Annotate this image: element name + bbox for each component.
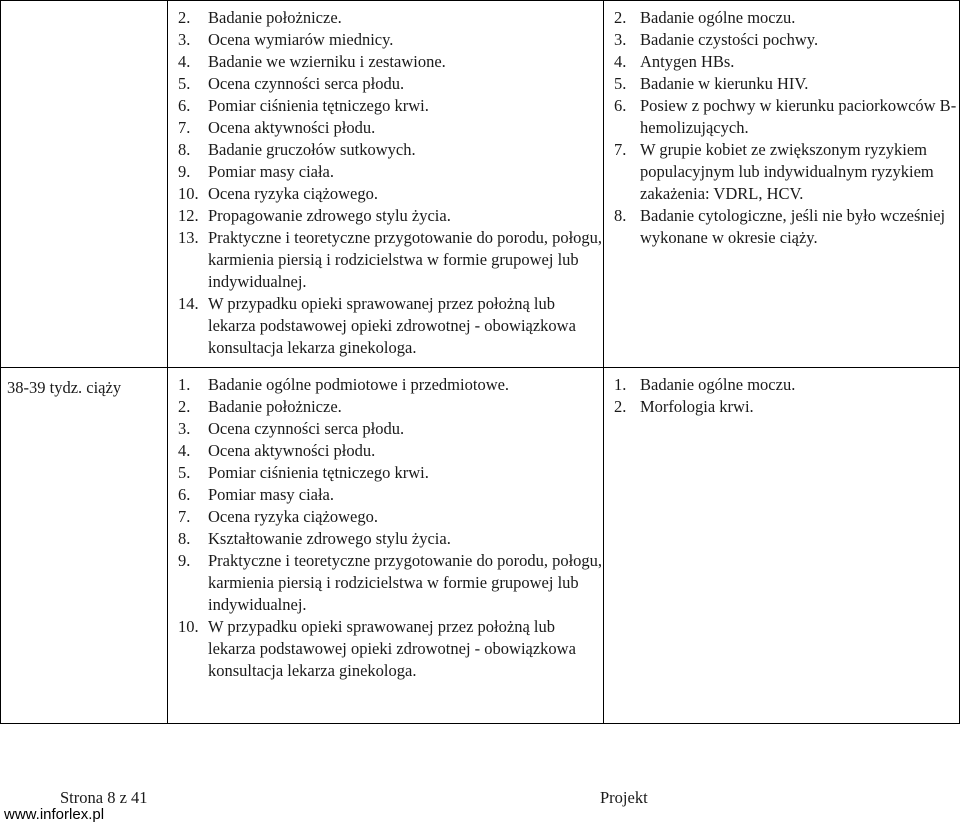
item-text: Pomiar ciśnienia tętniczego krwi. bbox=[208, 463, 429, 482]
list-item bbox=[168, 117, 603, 139]
item-text: Ocena aktywności płodu. bbox=[208, 118, 376, 137]
list-item bbox=[168, 418, 603, 440]
tests-list bbox=[604, 368, 959, 418]
list-item bbox=[168, 51, 603, 73]
item-text: Badanie położnicze. bbox=[208, 8, 342, 27]
list-item bbox=[168, 616, 603, 682]
list-item bbox=[168, 528, 603, 550]
list-item bbox=[168, 73, 603, 95]
list-item bbox=[168, 161, 603, 183]
list-item bbox=[168, 506, 603, 528]
examinations-cell bbox=[168, 1, 604, 368]
item-number: 2. bbox=[178, 8, 191, 27]
item-number: 8. bbox=[614, 206, 627, 225]
item-number: 9. bbox=[178, 551, 191, 570]
item-number: 10. bbox=[178, 184, 199, 203]
list-item bbox=[168, 139, 603, 161]
list-item bbox=[168, 205, 603, 227]
list-item bbox=[604, 51, 959, 73]
item-number: 14. bbox=[178, 294, 199, 313]
item-text: Badanie cytologiczne, jeśli nie było wcześniej wykonane w okresie ciąży. bbox=[640, 206, 946, 247]
item-text: Badanie w kierunku HIV. bbox=[640, 74, 809, 93]
list-item bbox=[168, 484, 603, 506]
tests-cell bbox=[604, 368, 960, 724]
page-number: Strona 8 z 41 bbox=[60, 788, 148, 807]
list-item bbox=[168, 440, 603, 462]
item-number: 1. bbox=[614, 375, 627, 394]
item-text: Pomiar ciśnienia tętniczego krwi. bbox=[208, 96, 429, 115]
item-text: Pomiar masy ciała. bbox=[208, 485, 335, 504]
item-text: Ocena aktywności płodu. bbox=[208, 441, 376, 460]
site-url[interactable]: www.inforlex.pl bbox=[4, 806, 105, 823]
list-item bbox=[168, 374, 603, 396]
list-item bbox=[168, 227, 603, 293]
table-row bbox=[1, 368, 960, 724]
tests-cell bbox=[604, 1, 960, 368]
item-number: 9. bbox=[178, 162, 191, 181]
item-number: 6. bbox=[614, 96, 627, 115]
item-text: Badanie położnicze. bbox=[208, 397, 342, 416]
examinations-list bbox=[168, 1, 603, 359]
item-text: Posiew z pochwy w kierunku paciorkowców B-hemolizujących. bbox=[640, 96, 957, 137]
item-text: Propagowanie zdrowego stylu życia. bbox=[208, 206, 451, 225]
item-number: 3. bbox=[178, 419, 191, 438]
tests-list bbox=[604, 1, 959, 249]
item-text: W grupie kobiet ze zwiększonym ryzykiem populacyjnym lub indywidualnym ryzykiem zakażenia: VDRL, HCV. bbox=[640, 140, 934, 203]
item-text: Praktyczne i teoretyczne przygotowanie do porodu, połogu, karmienia piersią i rodzicielstwa w formie grupowej lub indywidualnej. bbox=[208, 228, 603, 291]
item-text: Badanie ogólne moczu. bbox=[640, 375, 796, 394]
item-number: 2. bbox=[614, 8, 627, 27]
item-number: 3. bbox=[178, 30, 191, 49]
item-text: Badanie czystości pochwy. bbox=[640, 30, 819, 49]
item-number: 13. bbox=[178, 228, 199, 247]
period-cell: 38-39 tydz. ciąży bbox=[1, 368, 168, 724]
item-number: 2. bbox=[614, 397, 627, 416]
item-number: 5. bbox=[178, 74, 191, 93]
examinations-list bbox=[168, 368, 603, 682]
item-number: 6. bbox=[178, 96, 191, 115]
item-number: 1. bbox=[178, 375, 191, 394]
table-row bbox=[1, 1, 960, 368]
item-number: 7. bbox=[614, 140, 627, 159]
item-text: W przypadku opieki sprawowanej przez położną lub lekarza podstawowej opieki zdrowotnej - obowiązkowa konsultacja lekarza ginekologa. bbox=[208, 294, 576, 357]
item-text: Morfologia krwi. bbox=[640, 397, 754, 416]
list-item bbox=[604, 396, 959, 418]
list-item bbox=[604, 205, 959, 249]
item-number: 5. bbox=[614, 74, 627, 93]
item-number: 4. bbox=[614, 52, 627, 71]
item-text: Pomiar masy ciała. bbox=[208, 162, 335, 181]
list-item bbox=[604, 7, 959, 29]
item-number: 10. bbox=[178, 617, 199, 636]
item-text: Antygen HBs. bbox=[640, 52, 735, 71]
list-item bbox=[168, 462, 603, 484]
list-item bbox=[604, 95, 959, 139]
period-cell bbox=[1, 1, 168, 368]
item-text: Badanie ogólne podmiotowe i przedmiotowe. bbox=[208, 375, 510, 394]
list-item bbox=[168, 29, 603, 51]
item-number: 8. bbox=[178, 529, 191, 548]
item-text: Badanie gruczołów sutkowych. bbox=[208, 140, 416, 159]
list-item bbox=[604, 73, 959, 95]
item-text: Badanie we wzierniku i zestawione. bbox=[208, 52, 446, 71]
item-text: Ocena ryzyka ciążowego. bbox=[208, 184, 378, 203]
item-number: 3. bbox=[614, 30, 627, 49]
item-text: Ocena wymiarów miednicy. bbox=[208, 30, 394, 49]
item-number: 12. bbox=[178, 206, 199, 225]
list-item bbox=[168, 183, 603, 205]
list-item bbox=[604, 29, 959, 51]
item-text: Praktyczne i teoretyczne przygotowanie do porodu, połogu, karmienia piersią i rodzicielstwa w formie grupowej lub indywidualnej. bbox=[208, 551, 603, 614]
item-number: 5. bbox=[178, 463, 191, 482]
list-item bbox=[168, 7, 603, 29]
item-number: 8. bbox=[178, 140, 191, 159]
item-text: Kształtowanie zdrowego stylu życia. bbox=[208, 529, 451, 548]
item-number: 7. bbox=[178, 507, 191, 526]
item-number: 2. bbox=[178, 397, 191, 416]
list-item bbox=[604, 374, 959, 396]
item-number: 7. bbox=[178, 118, 191, 137]
list-item bbox=[604, 139, 959, 205]
document-status: Projekt bbox=[600, 788, 648, 807]
list-item bbox=[168, 95, 603, 117]
list-item bbox=[168, 293, 603, 359]
item-text: Ocena czynności serca płodu. bbox=[208, 74, 405, 93]
examinations-cell bbox=[168, 368, 604, 724]
list-item bbox=[168, 550, 603, 616]
item-number: 6. bbox=[178, 485, 191, 504]
item-text: W przypadku opieki sprawowanej przez położną lub lekarza podstawowej opieki zdrowotnej - obowiązkowa konsultacja lekarza ginekologa. bbox=[208, 617, 576, 680]
item-number: 4. bbox=[178, 441, 191, 460]
item-number: 4. bbox=[178, 52, 191, 71]
item-text: Ocena czynności serca płodu. bbox=[208, 419, 405, 438]
list-item bbox=[168, 396, 603, 418]
item-text: Ocena ryzyka ciążowego. bbox=[208, 507, 378, 526]
item-text: Badanie ogólne moczu. bbox=[640, 8, 796, 27]
